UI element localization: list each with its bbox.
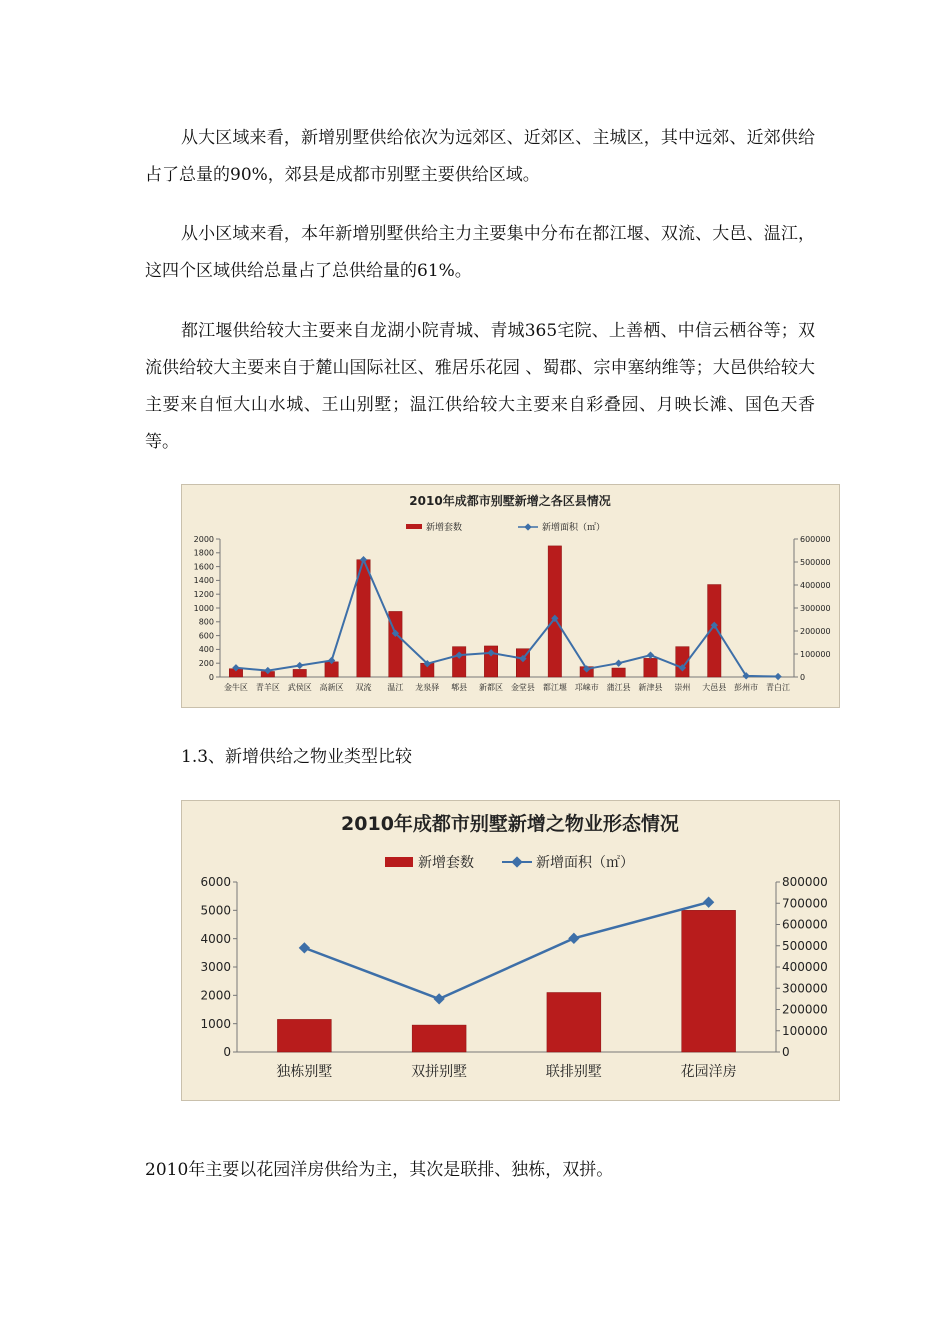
legend-line-marker (511, 856, 522, 867)
x-tick-label: 温江 (387, 683, 404, 692)
y-tick-label-right: 200000 (800, 626, 831, 636)
bar (277, 1019, 331, 1052)
district-chart (181, 484, 840, 708)
line-point (703, 897, 714, 908)
y-tick-label-left: 1800 (193, 548, 214, 558)
bar (452, 647, 465, 677)
bar (412, 1025, 466, 1052)
legend-bar-swatch (406, 524, 422, 529)
series-line (304, 902, 708, 999)
closing-sentence: 2010年主要以花园洋房供给为主，其次是联排、独栋，双拼。 (145, 1160, 614, 1180)
legend-line-label: 新增面积（㎡） (542, 523, 606, 533)
chart-title: 2010年成都市别墅新增之各区县情况 (409, 494, 611, 508)
bar (293, 669, 306, 677)
paragraph-1: 从大区域来看，新增别墅供给依次为远郊区、近郊区、主城区，其中远郊、近郊供给占了总量的90%，郊县是成都市别墅主要供给区域。 (145, 128, 815, 185)
x-tick-label: 都江堰 (542, 683, 567, 692)
x-tick-label: 金牛区 (223, 683, 248, 692)
x-tick-label: 郫县 (451, 683, 468, 692)
y-tick-label-right: 400000 (800, 580, 831, 590)
section-heading: 1.3、新增供给之物业类型比较 (181, 747, 413, 767)
x-tick-label: 金堂县 (510, 683, 535, 692)
y-tick-label-left: 2000 (200, 988, 231, 1003)
y-tick-label-left: 1600 (193, 562, 214, 572)
y-tick-label-left: 200 (198, 659, 214, 668)
y-tick-label-left: 6000 (200, 875, 231, 890)
y-tick-label-right: 300000 (800, 603, 831, 613)
property-type-chart (181, 800, 840, 1101)
y-tick-label-right: 200000 (782, 1002, 828, 1017)
y-tick-label-left: 400 (198, 645, 214, 655)
x-tick-label: 大邑县 (702, 683, 727, 692)
x-tick-label: 彭州市 (734, 683, 759, 692)
y-tick-label-left: 0 (208, 672, 214, 682)
bar (612, 668, 625, 677)
y-tick-label-right: 600000 (782, 917, 828, 932)
x-tick-label: 花园洋房 (680, 1064, 737, 1080)
series-line (236, 560, 778, 677)
y-tick-label-right: 800000 (782, 875, 828, 890)
line-point (296, 662, 303, 669)
x-tick-label: 龙泉驿 (415, 683, 440, 692)
district-chart-svg (182, 485, 839, 707)
y-tick-label-right: 600000 (800, 534, 831, 544)
bar (682, 910, 736, 1052)
y-tick-label-left: 800 (198, 617, 214, 627)
x-tick-label: 邛崃市 (574, 683, 599, 692)
paragraph-2: 从小区域来看，本年新增别墅供给主力主要集中分布在都江堰、双流、大邑、温江，这四个区域供给总量占了总供给量的61%。 (145, 224, 815, 281)
y-tick-label-right: 100000 (800, 649, 831, 659)
y-tick-label-right: 0 (782, 1045, 790, 1060)
x-tick-label: 蒲江县 (606, 683, 631, 692)
y-tick-label-right: 0 (800, 672, 806, 682)
line-point (568, 933, 579, 944)
line-point (299, 942, 310, 953)
x-tick-label: 崇州 (674, 683, 691, 692)
bar (644, 658, 657, 677)
line-point (774, 673, 781, 680)
paragraph-3: 都江堰供给较大主要来自龙湖小院青城、青城365宅院、上善栖、中信云栖谷等；双流供给较大主要来自于麓山国际社区、雅居乐花园 、蜀郡、宗申塞纳维等；大邑供给较大主要来自恒大山水城、王山别墅；温江供给较大主要来自彩叠园、月映长滩、国色天香等。 (145, 321, 815, 452)
y-tick-label-left: 600 (198, 631, 214, 641)
y-tick-label-left: 1400 (193, 576, 214, 586)
x-tick-label: 青白江 (766, 683, 791, 692)
legend-bar-label: 新增套数 (418, 855, 474, 871)
y-tick-label-left: 1000 (193, 603, 214, 613)
y-tick-label-right: 300000 (782, 981, 828, 996)
y-tick-label-left: 0 (223, 1045, 231, 1060)
y-tick-label-right: 100000 (782, 1023, 828, 1038)
legend-bar-label: 新增套数 (426, 523, 463, 533)
y-tick-label-right: 700000 (782, 896, 828, 911)
x-tick-label: 双流 (355, 683, 372, 692)
bar (547, 993, 601, 1053)
y-tick-label-left: 1000 (200, 1016, 231, 1031)
y-tick-label-right: 500000 (782, 938, 828, 953)
y-tick-label-left: 3000 (200, 960, 231, 975)
x-tick-label: 新津县 (638, 683, 663, 692)
legend-line-marker (524, 523, 531, 530)
y-tick-label-right: 400000 (782, 960, 828, 975)
x-tick-label: 联排别墅 (545, 1064, 602, 1080)
y-tick-label-right: 500000 (800, 557, 831, 567)
legend-bar-swatch (385, 857, 413, 867)
x-tick-label: 高新区 (319, 683, 344, 692)
legend-line-label: 新增面积（㎡） (536, 855, 634, 871)
bar (548, 546, 561, 677)
line-point (433, 993, 444, 1004)
property-type-chart-svg (182, 801, 839, 1100)
x-tick-label: 武侯区 (287, 683, 312, 692)
x-tick-label: 青羊区 (255, 683, 280, 692)
y-tick-label-left: 5000 (200, 903, 231, 918)
line-point (647, 651, 654, 658)
x-tick-label: 新都区 (479, 683, 504, 692)
line-point (615, 660, 622, 667)
y-tick-label-left: 4000 (200, 931, 231, 946)
chart-title: 2010年成都市别墅新增之物业形态情况 (341, 813, 679, 835)
y-tick-label-left: 1200 (193, 590, 214, 599)
y-tick-label-left: 2000 (193, 534, 214, 544)
x-tick-label: 独栋别墅 (276, 1064, 333, 1080)
x-tick-label: 双拼别墅 (411, 1064, 468, 1080)
